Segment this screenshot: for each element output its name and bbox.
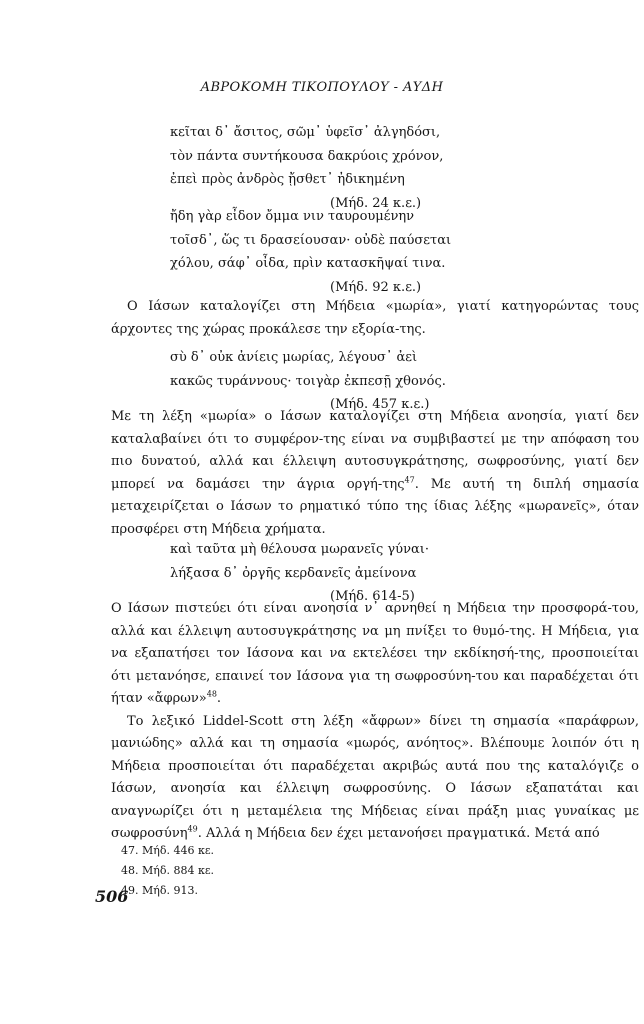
footnote: 49. Μήδ. 913. [121, 884, 198, 897]
verse-line: ἤδη γὰρ εἶδον ὄμμα νιν ταυρουμένην [170, 209, 415, 224]
running-header: ΑΒΡΟΚΟΜΗ ΤΙΚΟΠΟΥΛΟΥ - ΑΥΔΗ [200, 80, 444, 95]
verse-citation: (Μήδ. 92 κ.ε.) [330, 279, 422, 295]
paragraph-4 [111, 711, 639, 846]
paragraph-text-b: . Με αυτή τη διπλή σημασία μεταχειρίζεται ο Ιάσων το ρηματικό τύπο της ίδιας λέξης «μωρανεῖς», όταν προσφέρει στη Μήδεια χρήματα. [111, 476, 639, 537]
footnote: 47. Μήδ. 446 κε. [121, 844, 215, 857]
verse-line: τοῖσδ᾽, ὥς τι δρασείουσαν· οὐδὲ παύσεται [170, 232, 452, 248]
verse-line: χόλου, σάφ᾽ οἶδα, πρὶν κατασκῆψαί τινα. [170, 256, 446, 271]
verse-citation: (Μήδ. 24 κ.ε.) [330, 195, 422, 211]
verse-line: κακῶς τυράννους· τοιγὰρ ἐκπεσῇ χθονός. [170, 373, 446, 389]
page-number: 506 [95, 887, 129, 906]
verse-line: λήξασα δ᾽ ὀργῆς κερδανεῖς ἀμείνονα [170, 565, 417, 581]
verse-line: ἐπεὶ πρὸς ἀνδρὸς ᾔσθετ᾽ ἠδικημένη [170, 172, 405, 187]
paragraph-text-b: . Αλλά η Μήδεια δεν έχει μετανοήσει πραγματικά. Μετά από [197, 826, 600, 841]
paragraph-text-a: Ο Ιάσων πιστεύει ότι είναι ανοησία ν᾽ αρνηθεί η Μήδεια την προσφορά-του, αλλά και έλλειψη αυτοσυγκράτησης να μη πνίξει το θυμό-της. Η Μήδεια, για να εξαπατήσει τον Ιάσονα και να εκτελέσει την εκδίκησή-της, προσποιείται ότι μετανόησε, επαινεί τον Ιάσονα για τη σωφροσύνη-του και παραδέχεται ότι ήταν «ἄφρων» [111, 601, 639, 706]
verse-line: κεῖται δ᾽ ἄσιτος, σῶμ᾽ ὑφεῖσ᾽ ἀλγηδόσι, [170, 125, 441, 140]
footnotes [121, 841, 214, 901]
footnote-ref: 48 [206, 689, 217, 699]
paragraph-text-a: Το λεξικό Liddel-Scott στη λέξη «ἄφρων» δίνει τη σημασία «παράφρων, μανιώδης» αλλά και τη σημασία «μωρός, ανόητος». Βλέπουμε λοιπόν ότι η Μήδεια προσποιείται ότι παραδέχεται ακριβώς αυτά που της καταλόγιζε ο Ιάσων, ανοησία και έλλειψη σωφροσύνης. Ο Ιάσων εξαπατάται και αναγνωρίζει ότι η μεταμέλεια της Μήδειας είναι πράξη μιας γυναίκας με σωφροσύνη [111, 713, 639, 841]
footnote-ref: 49 [187, 824, 198, 834]
verse-line: καὶ ταῦτα μὴ θέλουσα μωρανεῖς γύναι· [170, 542, 429, 557]
paragraph-3 [111, 598, 639, 846]
verse-quote-2 [170, 205, 451, 299]
paragraph-2 [111, 406, 639, 541]
footnote-ref: 47 [404, 475, 415, 485]
verse-citation: (Μήδ. 614-5) [330, 589, 415, 604]
paragraph-1 [111, 296, 639, 341]
paragraph-text-a: Με τη λέξη «μωρία» ο Ιάσων καταλογίζει στη Μήδεια ανοησία, γιατί δεν καταλαβαίνει ότι το συμφέρον-της είναι να συμβιβαστεί με την απόφαση του πιο δυνατού, αλλά και έλλειψη αυτοσυγκράτησης, σωφροσύνης, γιατί δεν μπορεί να δαμάσει την άγρια οργή-της [111, 409, 639, 492]
verse-citation: (Μήδ. 457 κ.ε.) [330, 397, 430, 412]
paragraph-text-b: . [216, 691, 222, 706]
verse-quote-1 [170, 121, 443, 215]
paragraph-text [111, 598, 639, 711]
verse-line: σὺ δ᾽ οὐκ ἀνίεις μωρίας, λέγουσ᾽ ἀεὶ [170, 350, 418, 365]
verse-line: τὸν πάντα συντήκουσα δακρύοις χρόνον, [170, 148, 444, 164]
footnote: 48. Μήδ. 884 κε. [121, 864, 215, 877]
paragraph-text [111, 406, 639, 541]
paragraph-text: Ο Ιάσων καταλογίζει στη Μήδεια «μωρία», γιατί κατηγορώντας τους άρχοντες της χώρας προκάλεσε την εξορία-της. [111, 299, 639, 337]
